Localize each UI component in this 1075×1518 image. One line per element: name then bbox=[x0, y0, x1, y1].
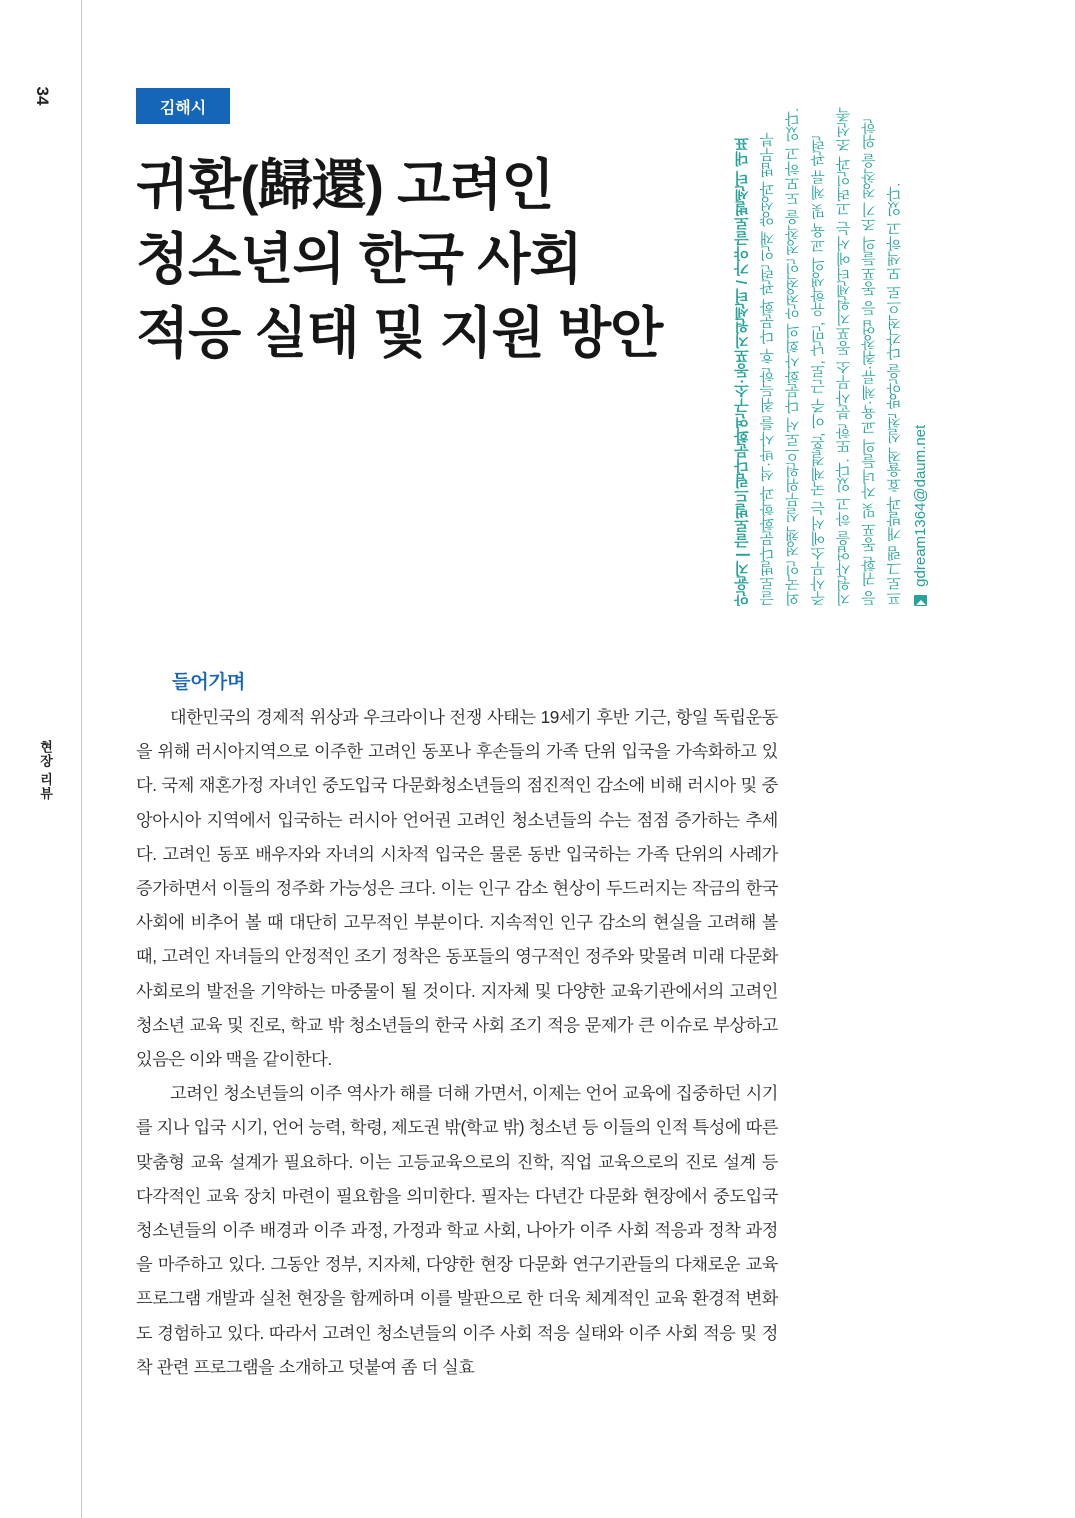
section-heading: 들어가며 bbox=[172, 672, 246, 693]
section-name: 현장 리뷰 bbox=[38, 740, 53, 801]
margin-rule bbox=[81, 0, 82, 1518]
author-bio bbox=[730, 86, 945, 606]
page-number: 34 bbox=[33, 86, 52, 106]
bio-line: 글로벌다문화학과 석·박사를 취득한 후 다문화 관련 인재 양성과 법무부 bbox=[759, 132, 777, 606]
author-tag: 김해시 bbox=[136, 88, 230, 124]
body-paragraph: 대한민국의 경제적 위상과 우크라이나 전쟁 사태는 19세기 후반 기근, 항일 독립운동을 위해 러시아지역으로 이주한 고려인 동포나 후손들의 가족 단위 입국을 가속화하고 있다. 국제 재혼가정 자녀인 중도입국 다문화청소년들의 점진적인 감소에 비해 러시아 및 중앙아시아 지역에서 입국하는 러시아 언어권 고려인 청소년들의 수는 점점 증가하는 추세다. 고려인 동포 배우자와 자녀의 시차적 입국은 물론 동반 입국하는 가족 단위의 사례가 증가하면서 이들의 정주화 가능성은 크다. 이는 인구 감소 현상이 두드러지는 작금의 한국 사회에 비추어 볼 때 대단히 고무적인 부분이다. 지속적인 인구 감소의 현실을 고려해 볼 때, 고려인 자녀들의 안정적인 조기 정착은 동포들의 영구적인 정주와 맞물려 미래 다문화사회로의 발전을 기약하는 마중물이 될 것이다. 지자체 및 다양한 교육기관에서의 고려인 청소년 교육 및 진로, 학교 밖 청소년들의 한국 사회 조기 적응 문제가 큰 이슈로 부상하고 있음은 이와 맥을 같이한다. bbox=[136, 707, 778, 1070]
email-address: gdream1364@daum.net bbox=[911, 424, 929, 587]
mail-icon bbox=[914, 595, 927, 606]
title-line: 귀환(歸還) 고려인 bbox=[136, 154, 554, 216]
body-paragraph: 고려인 청소년들의 이주 역사가 해를 더해 가면서, 이제는 언어 교육에 집중하던 시기를 지나 입국 시기, 언어 능력, 학령, 제도권 밖(학교 밖) 청소년 등 이들의 인적 특성에 따른 맞춤형 교육 설계가 필요하다. 이는 고등교육으로의 진학, 직업 교육으로의 진로 설계 등 다각적인 교육 장치 마련이 필요함을 의미한다. 필자는 다년간 다문화 현장에서 중도입국 청소년들의 이주 배경과 이주 과정, 가정과 학교 사회, 나아가 이주 사회 적응과 정착 과정을 마주하고 있다. 그동안 정부, 지자체, 다양한 현장 다문화 연구기관들의 다채로운 교육 프로그램 개발과 실천 현장을 함께하며 이를 발판으로 한 더욱 체계적인 교육 환경적 변화도 경험하고 있다. 따라서 고려인 청소년들의 이주 사회 적응 실태와 이주 사회 적응 및 정착 관련 프로그램을 소개하고 덧붙여 좀 더 실효 bbox=[136, 1083, 778, 1377]
bio-email-row bbox=[908, 86, 933, 606]
title-line: 청소년의 한국 사회 bbox=[136, 228, 582, 290]
bio-line: 등 귀환 동포 및 자녀들의 교육·체류·취창업 등 동포들의 조기 정착을 위한 bbox=[861, 119, 879, 606]
article-title bbox=[136, 148, 696, 370]
bio-line: 프로그램 개발과 효율적 실천 방안을 다각적으로 모색하고 있다. bbox=[886, 182, 904, 606]
title-line: 적응 실태 및 지원 방안 bbox=[136, 302, 663, 364]
article-body bbox=[136, 700, 778, 1384]
bio-line: 지원사업을 하고 있다. 또한 분사무소 동포지원센터에서는 고려인과 조선족 bbox=[835, 107, 853, 606]
bio-line: 주사무소에서는 국제결혼, 이주 근로, 난민, 유학생의 교육 및 체류 관련 bbox=[810, 135, 828, 606]
bio-line: 외국인 정책 실무위원으로서 다문화사회의 안정적인 정착을 도모하고 있다. bbox=[784, 107, 802, 606]
bio-heading: 안윤지 | 글로벌드림다문화연구소·동포지원센터 / 가야글로벌센터 대표 bbox=[734, 136, 751, 606]
